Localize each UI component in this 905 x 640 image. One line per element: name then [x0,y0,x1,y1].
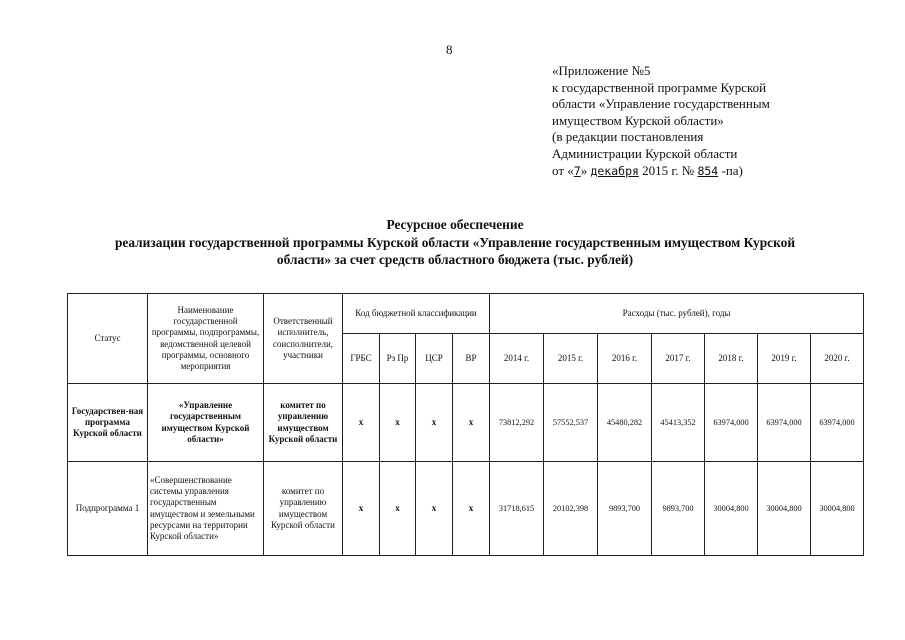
header-year-2014: 2014 г. [490,334,544,384]
header-budget-code: Код бюджетной классификации [343,294,490,334]
row-name: «Совершенствование системы управления государственным имуществом и земельными ресурсами на территории Курской области» [148,462,264,556]
document-title [60,216,850,269]
header-expenses: Расходы (тыс. рублей), годы [490,294,864,334]
header-year-2018: 2018 г. [705,334,758,384]
header-year-2017: 2017 г. [652,334,705,384]
row-value-2015: 57552,537 [544,384,598,462]
date-month: декабря [590,163,639,178]
row-responsible: комитет по управлению имуществом Курской области [264,462,343,556]
row-value-2014: 73812,292 [490,384,544,462]
appendix-date-line [552,163,770,180]
date-day: 7 [573,163,581,178]
row-code-vr: х [453,384,490,462]
page-number: 8 [446,42,453,57]
row-value-2015: 20102,398 [544,462,598,556]
header-code-csr: ЦСР [416,334,453,384]
row-value-2018: 30004,800 [705,462,758,556]
row-code-grbs: х [343,462,380,556]
table-row [68,462,864,556]
row-code-csr: х [416,462,453,556]
appendix-line-6: Администрации Курской области [552,145,738,161]
header-code-rzpr: Рз Пр [380,334,416,384]
row-code-rzpr: х [380,462,416,556]
appendix-line-5: (в редакции постановления [552,129,704,145]
appendix-block [552,63,770,179]
header-year-2016: 2016 г. [598,334,652,384]
appendix-line-1: «Приложение №5 [552,63,651,78]
header-code-grbs: ГРБС [343,334,380,384]
row-code-grbs: х [343,384,380,462]
decree-number: 854 [697,163,719,178]
date-mid-1: » [580,162,591,178]
row-value-2020: 63974,000 [811,384,864,462]
date-mid-2: 2015 г. № [638,162,698,178]
date-suffix: -па) [718,162,743,178]
row-status: Государствен-ная программа Курской области [68,384,148,462]
row-value-2019: 63974,000 [758,384,811,462]
header-year-2015: 2015 г. [544,334,598,384]
row-code-csr: х [416,384,453,462]
title-line-1: Ресурсное обеспечение [386,217,524,232]
title-line-2: реализации государственной программы Курской области «Управление государственным имуществом Курской [114,234,796,250]
row-responsible: комитет по управлению имуществом Курской области [264,384,343,462]
row-code-vr: х [453,462,490,556]
appendix-line-4: имуществом Курской области» [552,112,724,128]
date-prefix: от « [552,162,574,178]
header-row-1 [68,294,864,334]
title-line-3: области» за счет средств областного бюджета (тыс. рублей) [276,252,634,267]
row-value-2020: 30004,800 [811,462,864,556]
row-value-2016: 45480,282 [598,384,652,462]
row-name: «Управление государственным имуществом Курской области» [148,384,264,462]
row-status: Подпрограмма 1 [68,462,148,556]
row-value-2016: 9893,700 [598,462,652,556]
header-status: Статус [68,294,148,384]
header-year-2020: 2020 г. [811,334,864,384]
header-responsible: Ответственный исполнитель, соисполнители, участники [264,294,343,384]
header-code-vr: ВР [453,334,490,384]
appendix-line-3: области «Управление государственным [552,96,770,112]
row-value-2018: 63974,000 [705,384,758,462]
row-value-2017: 45413,352 [652,384,705,462]
budget-table [67,293,864,556]
row-value-2017: 9893,700 [652,462,705,556]
appendix-line-2: к государственной программе Курской [552,79,767,95]
row-value-2019: 30004,800 [758,462,811,556]
row-code-rzpr: х [380,384,416,462]
header-year-2019: 2019 г. [758,334,811,384]
row-value-2014: 31718,615 [490,462,544,556]
header-name: Наименование государственной программы, подпрограммы, ведомственной целевой программы, основного мероприятия [148,294,264,384]
table-row [68,384,864,462]
